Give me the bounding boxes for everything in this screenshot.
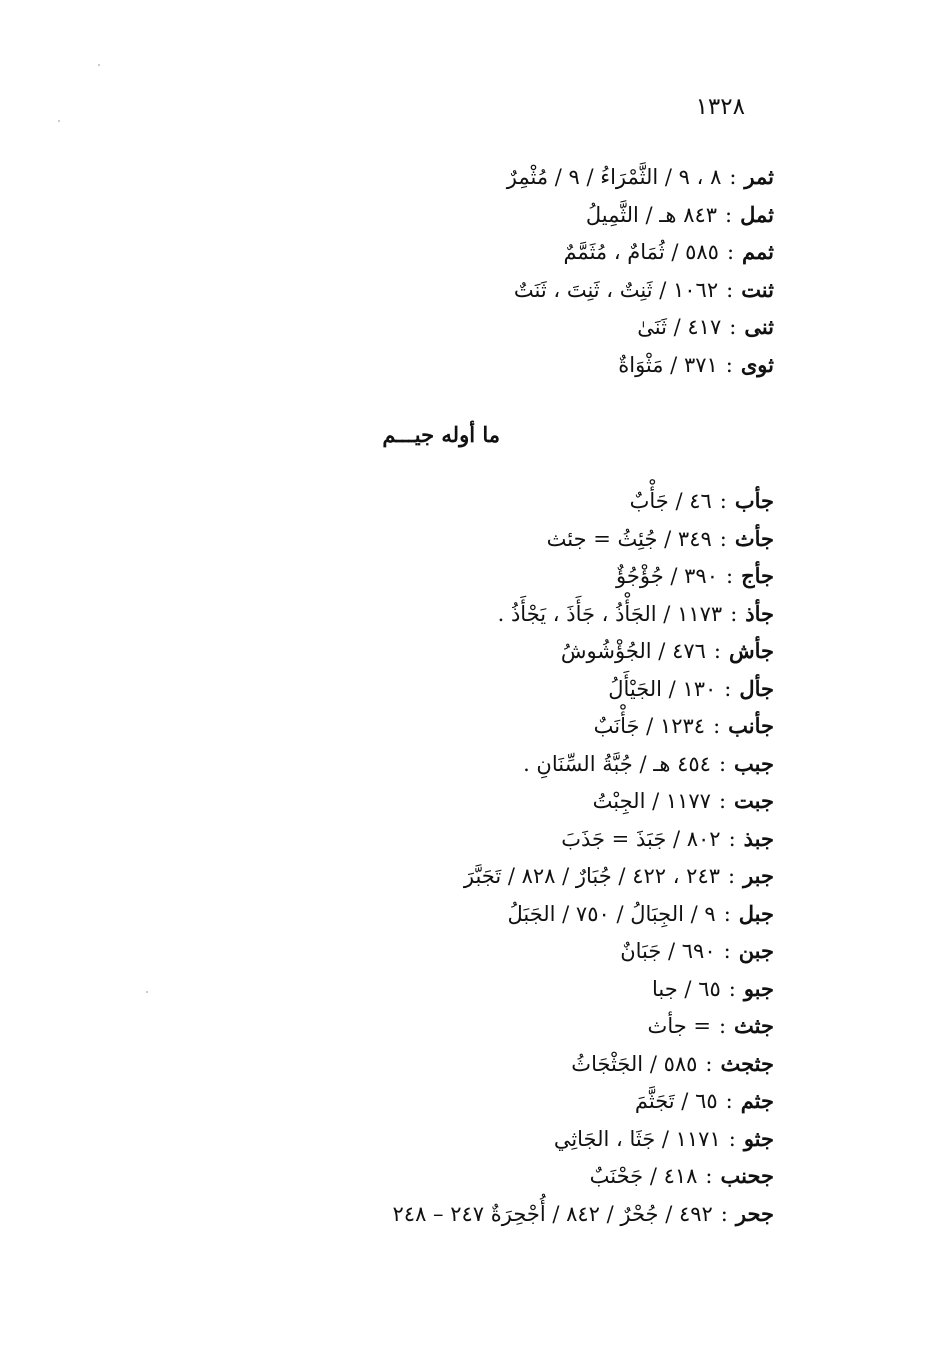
index-entry [134, 895, 774, 933]
index-entry [134, 1007, 774, 1045]
entry-references: = جأث [647, 1014, 711, 1038]
entry-references: ١١٧٣ / الجَأْذُ ، جَأَذَ ، يَجْأَذُ . [497, 601, 723, 626]
index-entry [134, 1082, 774, 1120]
entry-separator: : [720, 1201, 728, 1226]
entry-separator: : [723, 939, 731, 963]
entry-references: ١١٧٧ / الجِبْتُ [592, 789, 711, 813]
entry-root: جأنب [728, 713, 774, 738]
entry-list-top [134, 158, 774, 383]
entry-references: ٣٤٩ / جُئِثُ = جئث [546, 526, 712, 551]
entry-root: ثمم [742, 239, 774, 264]
entry-references: ٤٧٦ / الجُؤْشُوشُ [560, 639, 706, 663]
entry-references: ٥٨٥ / ثُمَامٌ ، مُثَمَّمٌ [563, 240, 719, 264]
index-entry [134, 482, 774, 520]
index-entry [134, 271, 774, 309]
index-entry [134, 745, 774, 783]
entry-root: جبب [734, 750, 774, 776]
entry-separator: : [726, 277, 734, 302]
entry-root: جبن [738, 938, 774, 963]
entry-root: جثجث [720, 1050, 774, 1076]
index-entry [134, 557, 774, 595]
entry-root: جحر [735, 1200, 774, 1226]
entry-separator: : [729, 165, 737, 189]
entry-references: ٤١٨ / جَحْنَبٌ [589, 1164, 698, 1188]
entry-separator: : [718, 1014, 727, 1038]
entry-references: ٦٩٠ / جَبَانٌ [620, 939, 716, 963]
index-entry [134, 346, 774, 384]
entry-root: ثنت [741, 276, 774, 302]
index-entry [134, 932, 774, 970]
entry-root: ثمل [740, 201, 774, 227]
entry-references: ١٠٦٢ / ثَنِتٌ ، ثَنِتَ ، ثَنَتٌ [513, 277, 719, 302]
index-entry [134, 308, 774, 346]
entry-references: ٨٤٣ هـ / الثَّمِيلُ [585, 202, 718, 227]
entry-references: ٩ / الجِبَالُ / ٧٥٠ / الجَبَلُ [507, 901, 716, 926]
entry-root: جبل [738, 900, 774, 926]
index-entry [134, 595, 774, 633]
index-entry [134, 1195, 774, 1233]
entry-root: جأث [734, 525, 774, 551]
entry-root: جحنب [720, 1163, 774, 1188]
entry-root: ثمر [744, 164, 774, 189]
entry-root: ثنى [744, 314, 774, 339]
entry-root: جثو [743, 1125, 774, 1151]
index-entry [134, 707, 774, 745]
index-entry [134, 820, 774, 858]
entry-root: جبو [743, 975, 774, 1001]
entry-separator: : [713, 714, 721, 738]
section-heading: ما أوله جيـــم [382, 422, 500, 447]
entry-separator: : [718, 789, 727, 813]
entry-root: جأج [741, 563, 774, 588]
entry-separator: : [728, 1126, 736, 1151]
entry-references: ١٢٣٤ / جَأْنَبٌ [593, 714, 706, 738]
index-entry [134, 158, 774, 196]
entry-separator: : [723, 901, 731, 926]
entry-root: جبر [743, 863, 774, 888]
page-number: ١٣٢٨ [695, 94, 745, 120]
entry-root: جأب [734, 488, 774, 513]
entry-root: جثم [740, 1088, 774, 1113]
entry-separator: : [728, 826, 736, 851]
index-entry [134, 1120, 774, 1158]
entry-separator: : [705, 1164, 713, 1188]
entry-separator: : [725, 564, 734, 588]
index-entry [134, 670, 774, 708]
entry-references: ٨ ، ٩ / الثَّمْرَاءُ / ٩ / مُثْمِرٌ [506, 165, 722, 189]
entry-references: ٥٨٥ / الجَثْجَاثُ [571, 1051, 698, 1076]
entry-separator: : [724, 676, 732, 701]
index-entry [134, 632, 774, 670]
entry-separator: : [729, 315, 737, 339]
entry-separator: : [728, 976, 736, 1001]
entry-separator: : [725, 1089, 733, 1113]
entry-root: جأش [728, 638, 774, 663]
index-entry [134, 857, 774, 895]
index-entry [134, 520, 774, 558]
index-entry [134, 970, 774, 1008]
entry-references: ٤٦ / جَأْبٌ [629, 489, 712, 513]
entry-references: ٤١٧ / ثَنَىٰ [637, 315, 722, 339]
index-entry [134, 1157, 774, 1195]
entry-references: ٦٥ / تَجَثَّمَ [634, 1089, 718, 1113]
entry-separator: : [705, 1051, 713, 1076]
entry-root: جأذ [745, 600, 774, 626]
index-entry [134, 196, 774, 234]
entry-list-bottom [134, 482, 774, 1232]
index-entry [134, 1045, 774, 1083]
index-entry [134, 233, 774, 271]
index-entry [134, 782, 774, 820]
entry-references: ٣٩٠ / جُؤْجُؤٌ [616, 564, 718, 588]
entry-references: ٦٥ / جبا [652, 976, 721, 1001]
entry-root: جأل [739, 675, 774, 701]
entry-references: ١٣٠ / الجَيْأَلُ [608, 676, 717, 701]
entry-separator: : [726, 240, 735, 264]
entry-references: ١١٧١ / جَثَا ، الجَاثِي [553, 1126, 721, 1151]
entry-references: ٣٧١ / مَثْوَاةٌ [618, 352, 718, 377]
entry-separator: : [719, 526, 727, 551]
entry-references: ٨٠٢ / جَبَذَ = جَذَبَ [561, 826, 721, 851]
entry-root: جبت [734, 788, 774, 813]
entry-root: جبذ [743, 825, 774, 851]
paper-speck [58, 120, 60, 122]
paper-speck [146, 991, 148, 993]
entry-separator: : [719, 489, 727, 513]
entry-separator: : [713, 639, 721, 663]
entry-references: ٤٥٤ هـ / جُبَّةُ السِّنَانِ . [523, 751, 711, 776]
entry-root: ثوى [740, 351, 774, 377]
entry-root: جثث [734, 1013, 774, 1038]
entry-separator: : [718, 751, 727, 776]
entry-separator: : [728, 864, 736, 888]
paper-speck [98, 64, 100, 66]
entry-references: ٤٩٢ / جُحْرٌ / ٨٤٢ / أُجْحِرَةٌ ٢٤٧ – ٢٤٨ [392, 1201, 713, 1226]
entry-separator: : [725, 202, 733, 227]
entry-separator: : [725, 352, 733, 377]
entry-references: ٢٤٣ ، ٤٢٢ / جُبَارٌ / ٨٢٨ / تَجَبَّرَ [463, 864, 721, 888]
entry-separator: : [730, 601, 738, 626]
